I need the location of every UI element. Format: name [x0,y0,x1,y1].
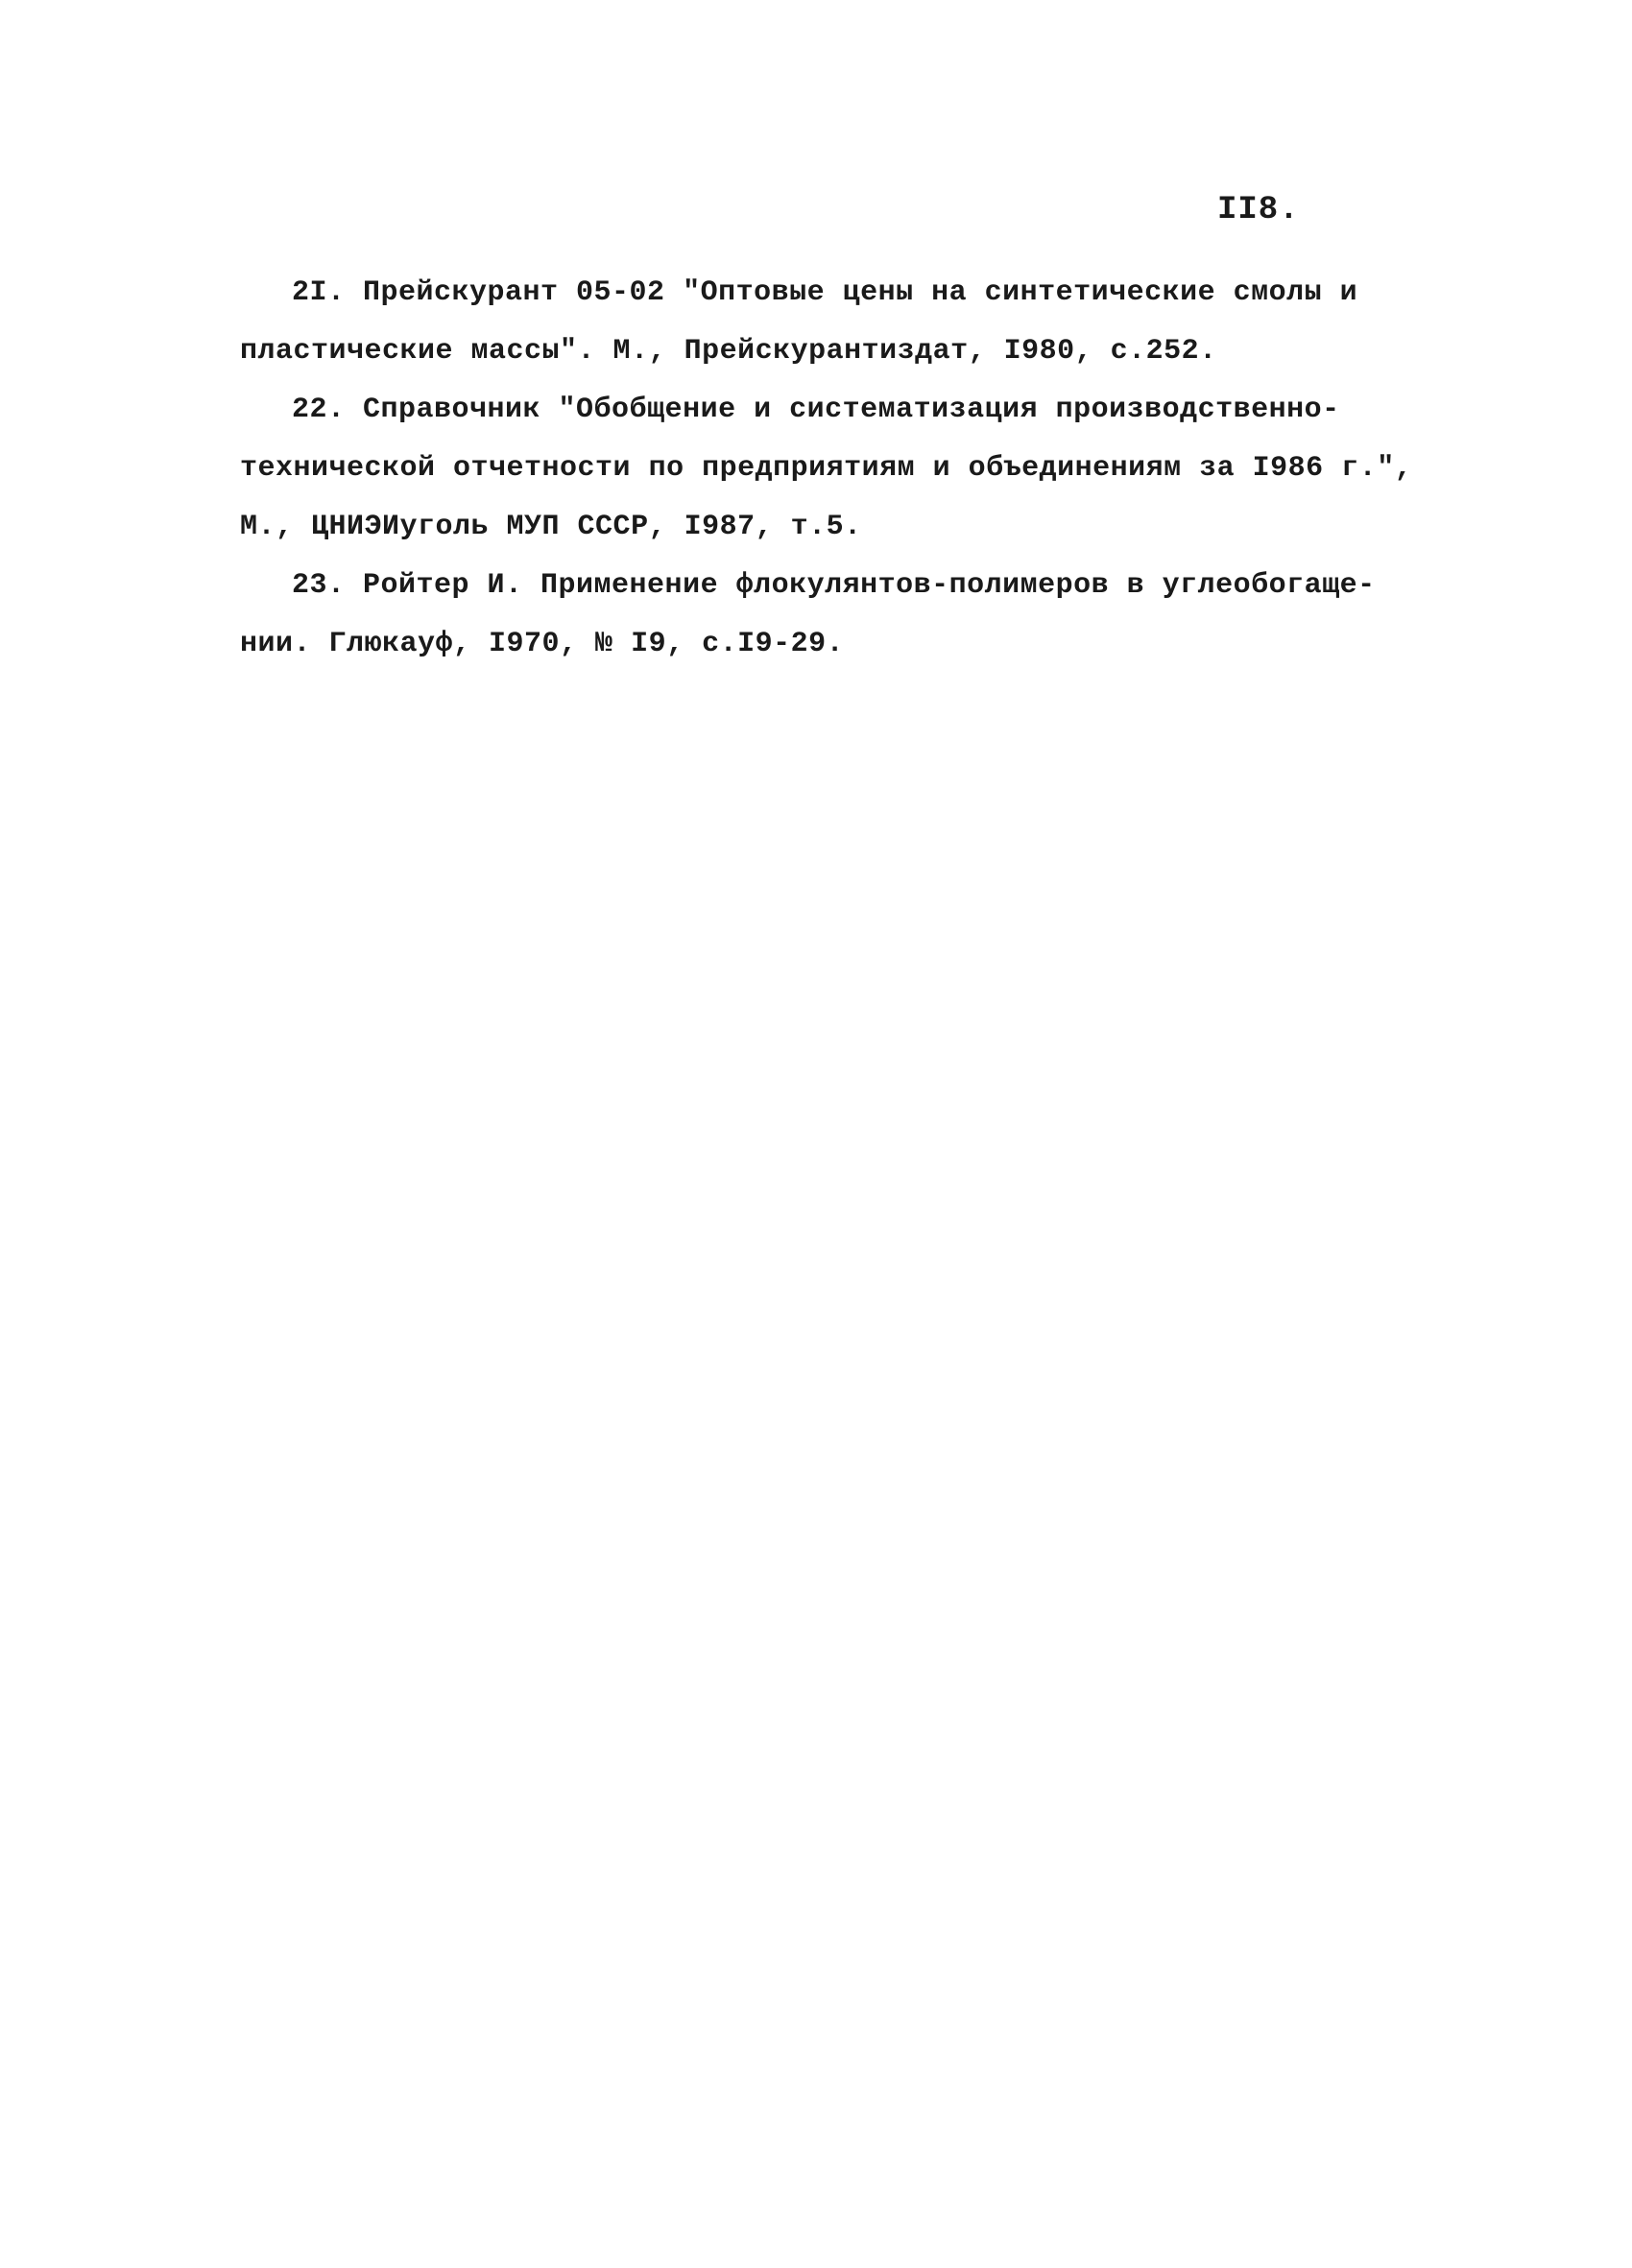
reference-item-21 [240,264,1373,381]
reference-line: 2I. Прейскурант 05-02 "Оптовые цены на синтетические смолы и [292,276,1358,309]
reference-list [240,264,1413,674]
reference-line: М., ЦНИЭИуголь МУП СССР, I987, т.5. [240,511,862,543]
reference-line: 22. Справочник "Обобщение и систематизация производственно- [292,394,1340,426]
reference-line: нии. Глюкауф, I970, № I9, с.I9-29. [240,628,845,660]
reference-line: технической отчетности по предприятиям и объединениям за I986 г.", [240,452,1413,485]
page-number: II8. [1217,192,1300,228]
reference-item-22 [240,381,1413,557]
reference-item-23 [240,557,1376,674]
reference-line: 23. Ройтер И. Применение флокулянтов-полимеров в углеобогаще- [292,569,1376,602]
reference-line: пластические массы". М., Прейскурантиздат, I980, с.252. [240,335,1217,368]
